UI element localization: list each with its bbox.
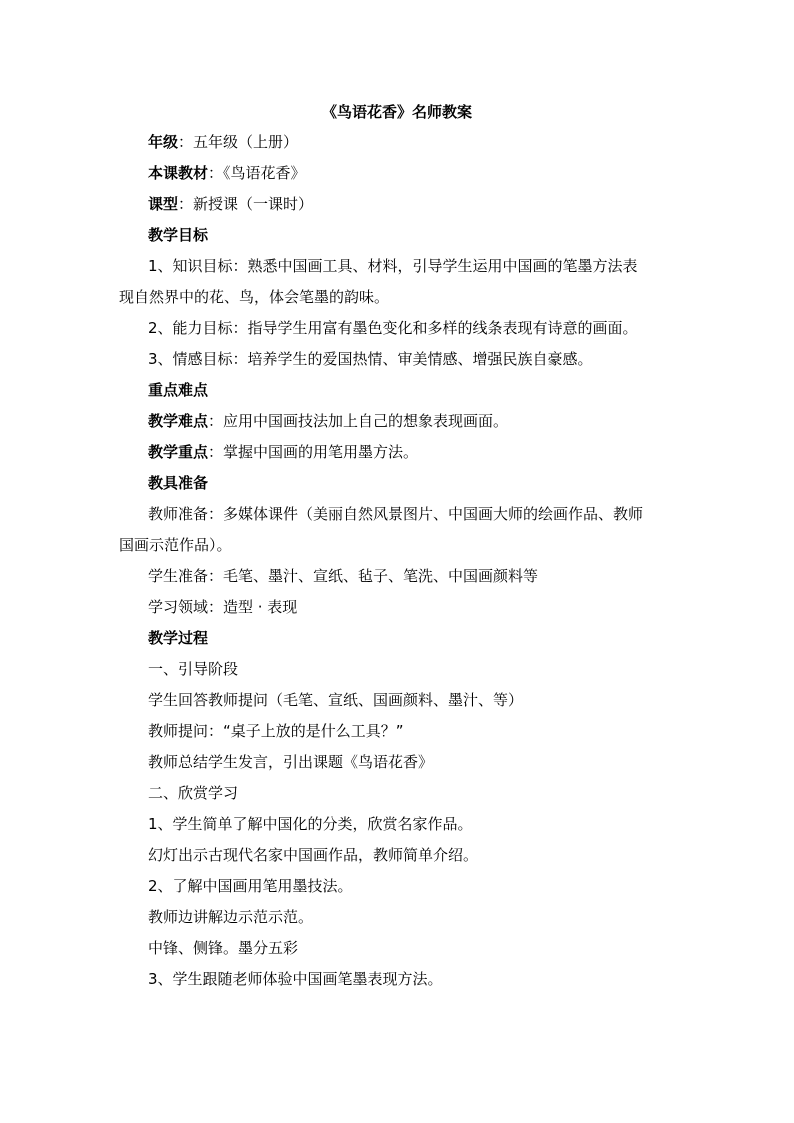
goal-3: 3、情感目标：培养学生的爱国热情、审美情感、增强民族自豪感。	[148, 350, 593, 368]
learning-domain: 学习领域：造型 · 表现	[148, 598, 298, 616]
goal-2: 2、能力目标：指导学生用富有墨色变化和多样的线条表现有诗意的画面。	[148, 319, 638, 337]
document-title: 《鸟语花香》名师教案	[321, 103, 472, 121]
stage-2-line-5: 中锋、侧锋。墨分五彩	[148, 939, 299, 957]
grade-line	[119, 127, 679, 158]
textbook-value: ：《鸟语花香》	[208, 164, 306, 182]
stage-1-line-1: 学生回答教师提问（毛笔、宣纸、国画颜料、墨汁、等）	[148, 691, 524, 709]
textbook-line	[119, 158, 679, 189]
teacher-prep-line-2: 国画示范作品）。	[119, 536, 232, 554]
lesson-type-value: ：新授课（一课时）	[178, 195, 314, 213]
stage-2-line-3: 2、了解中国画用笔用墨技法。	[148, 877, 353, 895]
stage-2-line-2: 幻灯出示古现代名家中国画作品，教师简单介绍。	[148, 846, 479, 864]
goal-1-line-1: 1、知识目标：熟悉中国画工具、材料，引导学生运用中国画的笔墨方法表	[148, 257, 638, 275]
process-heading: 教学过程	[148, 629, 209, 647]
teacher-prep-line-1: 教师准备：多媒体课件（美丽自然风景图片、中国画大师的绘画作品、教师	[148, 505, 644, 523]
stage-2-line-6: 3、学生跟随老师体验中国画笔墨表现方法。	[148, 970, 443, 988]
prep-heading: 教具准备	[148, 474, 209, 492]
grade-label: 年级	[148, 133, 179, 151]
student-prep: 学生准备：毛笔、墨汁、宣纸、毡子、笔洗、中国画颜料等	[148, 567, 539, 585]
difficulty-value: ：应用中国画技法加上自己的想象表现画面。	[208, 412, 509, 430]
document-body	[119, 127, 679, 995]
textbook-label: 本课教材	[148, 164, 209, 182]
focus-line	[119, 437, 679, 468]
stage-2-heading: 二、欣赏学习	[148, 784, 239, 802]
grade-value: ：五年级（上册）	[178, 133, 299, 151]
stage-1-heading: 一、引导阶段	[148, 660, 239, 678]
lesson-type-label: 课型	[148, 195, 179, 213]
difficulty-line	[119, 406, 679, 437]
difficulty-label: 教学难点	[148, 412, 209, 430]
stage-2-line-1: 1、学生简单了解中国化的分类，欣赏名家作品。	[148, 815, 473, 833]
lesson-type-line	[119, 189, 679, 220]
stage-1-line-2: 教师提问：“桌子上放的是什么工具？”	[148, 722, 404, 740]
keypoints-heading: 重点难点	[148, 381, 209, 399]
focus-value: ：掌握中国画的用笔用墨方法。	[208, 443, 419, 461]
focus-label: 教学重点	[148, 443, 209, 461]
stage-1-line-3: 教师总结学生发言，引出课题《鸟语花香》	[148, 753, 434, 771]
goal-1-line-2: 现自然界中的花、鸟，体会笔墨的韵味。	[119, 288, 390, 306]
stage-2-line-4: 教师边讲解边示范示范。	[148, 908, 314, 926]
goals-heading: 教学目标	[148, 226, 209, 244]
